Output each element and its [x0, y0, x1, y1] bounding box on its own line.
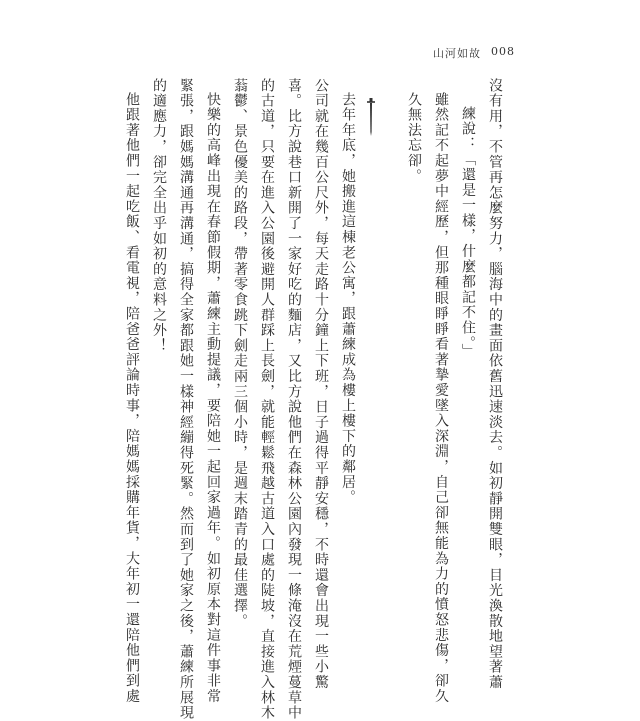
text-column-11: 緊張，跟媽媽溝通再溝通，搞得全家都跟她一樣神經繃得死緊。然而到了她家之後，蕭練所展現: [178, 78, 194, 721]
text-column-13: 他跟著他們一起吃飯、看電視，陪爸爸評論時事，陪媽媽採購年貨，大年初一還陪他們到處: [124, 92, 140, 704]
text-column-1: 沒有用，不管再怎麼努力，腦海中的畫面依舊迅速淡去。如初靜開雙眼，目光渙散地望著蕭: [487, 78, 503, 690]
text-column-2: 練說：「還是一樣，什麼都記不住。」: [460, 106, 476, 360]
text-column-12: 的適應力，卻完全出乎如初的意料之外！: [151, 78, 167, 354]
text-column-8: 的古道，只要在進入公園後避開人群踩上長劍，就能輕鬆飛越古道入口處的陡坡，直接進入林木: [259, 78, 275, 721]
text-column-10: 快樂的高峰出現在春節假期，蕭練主動提議，要陪她一起回家過年。如初原本對這件事非常: [205, 92, 221, 704]
text-column-5: 去年年底，她搬進這棟老公寓，跟蕭練成為樓上樓下的鄰居。: [340, 92, 356, 506]
text-column-7: 喜。比方說巷口新開了一家好吃的麵店，又比方說他們在森林公園內發現一條淹沒在荒煙蔓草中: [286, 78, 302, 721]
sword-ornament-icon: [366, 98, 376, 136]
running-header: [433, 45, 515, 61]
text-column-9: 蓊鬱、景色優美的路段，帶著零食跳下劍走兩三個小時，是週末踏青的最佳選擇。: [232, 78, 248, 629]
text-column-3: 雖然記不起夢中經歷，但那種眼睜睜看著摯愛墜入深淵，自己卻無能為力的憤怒悲傷，卻久: [433, 92, 449, 704]
text-column-4: 久無法忘卻。: [406, 92, 422, 184]
book-title: 山河如故: [433, 47, 481, 60]
text-column-6: 公司就在幾百公尺外，每天走路十分鐘上下班，日子過得平靜安穩，不時還會出現一些小驚: [313, 78, 329, 690]
page-number: 008: [491, 45, 515, 58]
